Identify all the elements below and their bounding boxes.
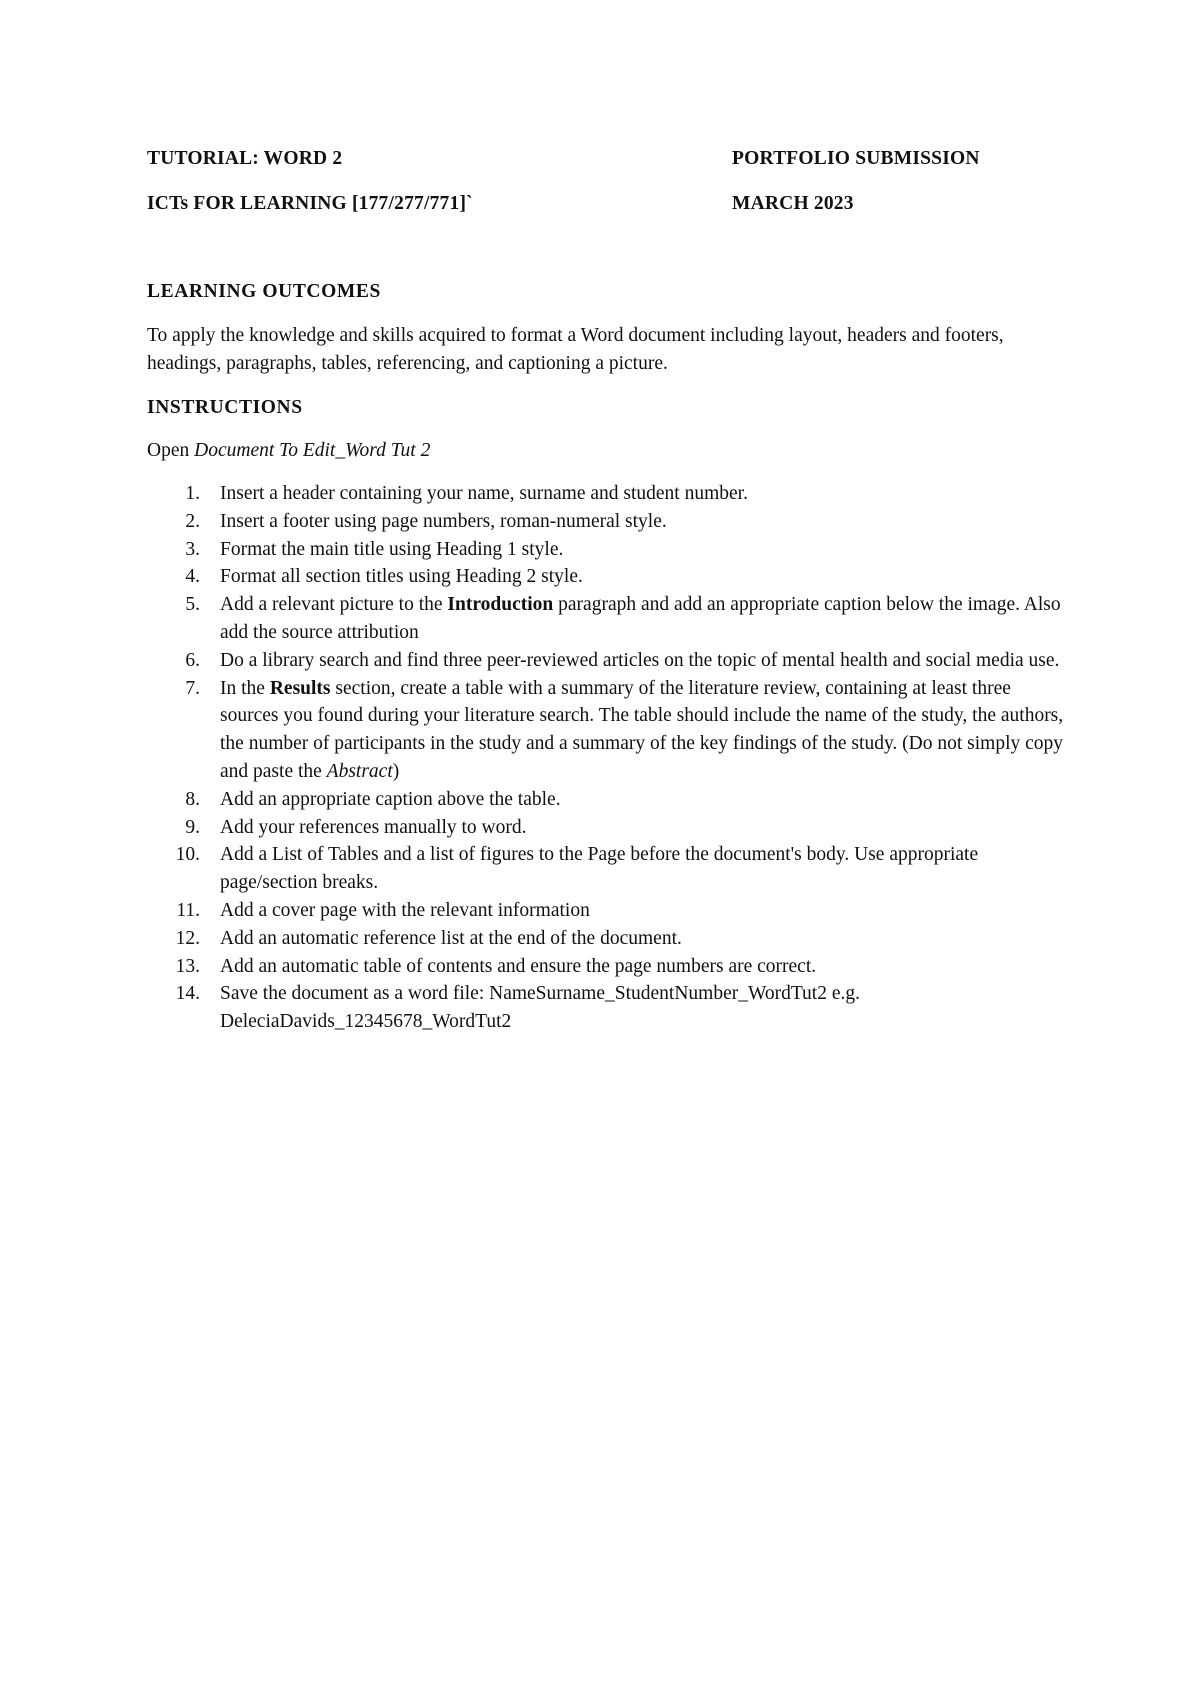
instruction-number: 11. — [176, 899, 200, 921]
instruction-number: 1. — [185, 483, 200, 504]
instruction-number: 7. — [185, 677, 200, 699]
instruction-number: 13. — [175, 955, 200, 977]
instruction-number: 12. — [175, 927, 200, 949]
instruction-text: Do a library search and find three peer-reviewed articles on the topic of mental health and social media use. — [220, 649, 1060, 671]
instruction-text: In the — [220, 677, 270, 699]
instruction-text: Add an appropriate caption above the table. — [220, 788, 561, 810]
instruction-item — [147, 675, 1067, 786]
instruction-item — [147, 841, 1067, 897]
instruction-text: Insert a footer using page numbers, roman-numeral style. — [220, 510, 667, 532]
instruction-number: 10. — [175, 844, 200, 866]
instruction-number: 3. — [185, 538, 200, 560]
instruction-item — [147, 953, 1067, 981]
instruction-text: Add your references manually to word. — [220, 816, 527, 838]
instruction-item — [147, 814, 1067, 842]
instruction-number: 8. — [185, 788, 200, 810]
instruction-text: Save the document as a word file: NameSurname_StudentNumber_WordTut2 e.g. DeleciaDavids_12345678_WordTut2 — [220, 983, 860, 1033]
instruction-text: Add an automatic reference list at the end of the document. — [220, 927, 682, 949]
open-document-line — [147, 440, 430, 462]
instructions-list — [147, 480, 1067, 1036]
instruction-number: 2. — [185, 510, 200, 532]
learning-outcomes-text: To apply the knowledge and skills acquired to format a Word document including layout, headers and footers, headings, paragraphs, tables, referencing, and captioning a picture. — [147, 325, 1004, 374]
course-code: ICTs FOR LEARNING [177/277/771]` — [147, 193, 473, 214]
portfolio-label: PORTFOLIO SUBMISSION — [732, 148, 980, 169]
instructions-heading: INSTRUCTIONS — [147, 397, 303, 418]
instruction-number: 14. — [175, 983, 200, 1005]
instruction-text: paragraph and add an appropriate caption below the image. Also add the source attribution — [220, 594, 1061, 643]
instruction-item — [147, 591, 1067, 647]
instruction-text: Format all section titles using Heading 2 style. — [220, 566, 583, 588]
instruction-text: Add a relevant picture to the — [220, 594, 448, 616]
instruction-text: ) — [392, 760, 400, 782]
instruction-number: 5. — [185, 594, 200, 616]
instruction-item — [147, 480, 1067, 508]
instruction-text: Introduction — [447, 594, 554, 616]
instruction-item — [147, 925, 1067, 953]
instruction-text: Results — [269, 677, 331, 699]
instruction-text: Add a cover page with the relevant information — [220, 899, 590, 921]
instruction-item — [147, 786, 1067, 814]
tutorial-title: TUTORIAL: WORD 2 — [147, 148, 343, 169]
instruction-item — [147, 897, 1067, 925]
open-prefix: Open — [147, 440, 195, 461]
instruction-item — [147, 563, 1067, 591]
document-name: Document To Edit_Word Tut 2 — [194, 440, 431, 461]
submission-date: MARCH 2023 — [732, 193, 854, 214]
instruction-item — [147, 980, 1067, 1036]
instruction-item — [147, 508, 1067, 536]
instruction-text: Insert a header containing your name, surname and student number. — [220, 483, 748, 504]
instruction-text: Format the main title using Heading 1 style. — [220, 538, 564, 560]
instruction-text: section, create a table with a summary of the literature review, containing at least three sources you found during your literature search. The table should include the name of the study, the authors, the number of participants in the study and a summary of the key findings of the study. (Do not simply copy and paste the — [220, 677, 1064, 782]
instruction-item — [147, 536, 1067, 564]
instruction-item — [147, 647, 1067, 675]
instruction-number: 4. — [185, 566, 200, 588]
instruction-number: 9. — [185, 816, 200, 838]
instruction-text: Add a List of Tables and a list of figures to the Page before the document's body. Use appropriate page/section breaks. — [220, 844, 979, 894]
instruction-text: Add an automatic table of contents and ensure the page numbers are correct. — [220, 955, 817, 977]
learning-outcomes-heading: LEARNING OUTCOMES — [147, 281, 381, 302]
instruction-text: Abstract — [326, 760, 393, 782]
instruction-number: 6. — [185, 649, 200, 671]
